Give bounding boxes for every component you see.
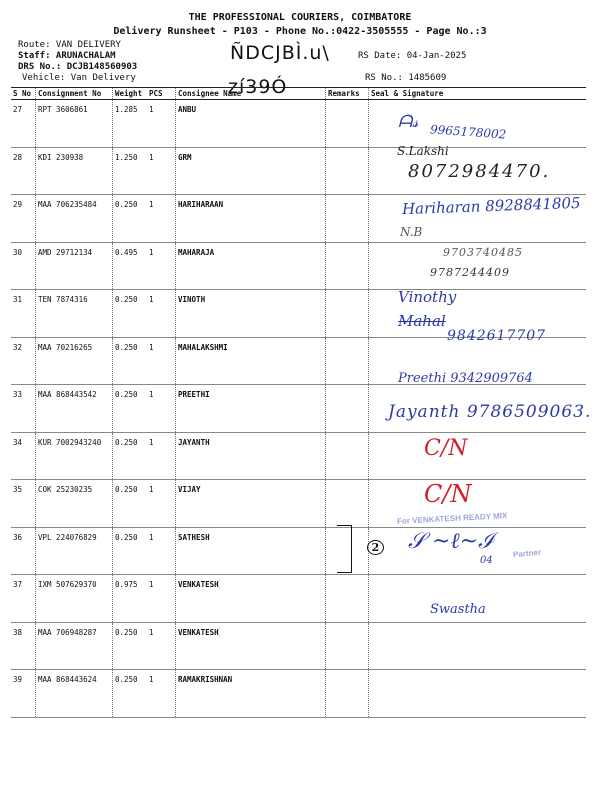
cell-consignment-no: TEN 7874316 <box>36 290 113 338</box>
cell-remarks <box>326 622 369 670</box>
cell-sno: 35 <box>11 480 36 528</box>
table-header-row <box>11 88 586 100</box>
col-consignment: Consignment No <box>36 88 113 100</box>
cell-pcs: 1 <box>147 670 176 718</box>
cell-pcs: 1 <box>147 432 176 480</box>
cell-remarks <box>326 100 369 148</box>
cell-sno: 39 <box>11 670 36 718</box>
cell-remarks <box>326 290 369 338</box>
cell-pcs: 1 <box>147 290 176 338</box>
cell-weight: 1.285 <box>113 100 148 148</box>
cell-consignee-name: SATHESH <box>176 527 326 575</box>
cell-consignee-name: VIJAY <box>176 480 326 528</box>
cell-consignee-name: JAYANTH <box>176 432 326 480</box>
cell-consignee-name: PREETHI <box>176 385 326 433</box>
company-stamp-line2: Partner <box>512 547 542 560</box>
signature-r32-scribble: Mahal <box>398 312 446 330</box>
cell-consignment-no: KUR 7002943240 <box>36 432 113 480</box>
signature-r29: Hariharan 8928841805 <box>401 193 581 219</box>
cell-consignee-name: MAHALAKSHMI <box>176 337 326 385</box>
signature-r38-number: 04 <box>480 555 493 566</box>
signature-r30-phone: 9703740485 <box>443 246 523 259</box>
cell-pcs: 1 <box>147 100 176 148</box>
cell-pcs: 1 <box>147 480 176 528</box>
route-label: Route: VAN DELIVERY <box>18 40 121 50</box>
cell-consignment-no: MAA 868443542 <box>36 385 113 433</box>
cell-sno: 31 <box>11 290 36 338</box>
cell-signature <box>369 670 587 718</box>
cell-sno: 33 <box>11 385 36 433</box>
cell-consignment-no: KDI 230938 <box>36 147 113 195</box>
col-consignee: Consignee Name <box>176 88 326 100</box>
cell-consignee-name: HARIHARAAN <box>176 195 326 243</box>
cell-pcs: 1 <box>147 242 176 290</box>
table-row <box>11 670 586 718</box>
table-row <box>11 432 586 480</box>
table-row <box>11 527 586 575</box>
cell-consignment-no: VPL 224076829 <box>36 527 113 575</box>
cell-consignee-name: MAHARAJA <box>176 242 326 290</box>
signature-r32-phone: 9842617707 <box>447 328 547 344</box>
signature-r35-cn: C/N <box>424 436 468 461</box>
cell-signature <box>369 622 587 670</box>
table-row <box>11 575 586 623</box>
cell-weight: 0.250 <box>113 670 148 718</box>
cell-weight: 0.250 <box>113 385 148 433</box>
cell-sno: 34 <box>11 432 36 480</box>
cell-pcs: 1 <box>147 337 176 385</box>
rs-number: RS No.: 1485609 <box>365 73 447 83</box>
cell-sno: 30 <box>11 242 36 290</box>
signature-r33: Preethi 9342909764 <box>398 371 533 386</box>
signature-r30-initials: N.B <box>400 225 423 239</box>
cell-weight: 0.250 <box>113 622 148 670</box>
cell-sno: 38 <box>11 622 36 670</box>
cell-remarks <box>326 670 369 718</box>
cell-remarks <box>326 337 369 385</box>
drs-number: DRS No.: DCJB148560903 <box>18 62 138 72</box>
col-remarks: Remarks <box>326 88 369 100</box>
signature-r38-scribble: 𝒮 ~ℓ~ℐ <box>408 529 494 554</box>
cell-weight: 0.250 <box>113 432 148 480</box>
cell-weight: 0.495 <box>113 242 148 290</box>
signature-r27: 9965178002 <box>429 122 507 142</box>
barcode-text-line1: ÑDCJBÌ.u\ <box>230 42 330 64</box>
cell-consignee-name: VINOTH <box>176 290 326 338</box>
col-sno: S No <box>11 88 36 100</box>
cell-remarks <box>326 480 369 528</box>
cell-weight: 0.250 <box>113 290 148 338</box>
cell-pcs: 1 <box>147 385 176 433</box>
cell-sno: 29 <box>11 195 36 243</box>
cell-consignment-no: AMD 29712134 <box>36 242 113 290</box>
rs-date: RS Date: 04-Jan-2025 <box>358 51 467 61</box>
signature-r31-phone: 9787244409 <box>430 266 510 279</box>
cell-remarks <box>326 575 369 623</box>
cell-weight: 0.250 <box>113 527 148 575</box>
barcode-text-line2: zí39Ó <box>228 76 288 98</box>
cell-consignment-no: COK 25230235 <box>36 480 113 528</box>
cell-consignment-no: IXM 507629370 <box>36 575 113 623</box>
signature-r36-cn: C/N <box>424 480 472 508</box>
cell-consignment-no: MAA 70216265 <box>36 337 113 385</box>
circled-count-mark: 2 <box>367 540 384 555</box>
cell-pcs: 1 <box>147 195 176 243</box>
signature-r28-name: S.Lakshi <box>397 144 449 158</box>
cell-consignee-name: ANBU <box>176 100 326 148</box>
cell-sno: 27 <box>11 100 36 148</box>
cell-pcs: 1 <box>147 622 176 670</box>
cell-remarks <box>326 385 369 433</box>
cell-consignment-no: MAA 706948287 <box>36 622 113 670</box>
cell-remarks <box>326 195 369 243</box>
cell-consignee-name: GRM <box>176 147 326 195</box>
cell-consignment-no: RPT 3606861 <box>36 100 113 148</box>
cell-consignee-name: RAMAKRISHNAN <box>176 670 326 718</box>
col-pcs: PCS <box>147 88 176 100</box>
runsheet-subtitle: Delivery Runsheet - P103 - Phone No.:0422-3505555 - Page No.:3 <box>113 26 487 37</box>
cell-sno: 32 <box>11 337 36 385</box>
cell-pcs: 1 <box>147 527 176 575</box>
cell-consignee-name: VENKATESH <box>176 575 326 623</box>
signature-r27-scribble: ᗩ𝓈 <box>398 112 419 132</box>
staff-label: Staff: ARUNACHALAM <box>18 51 116 61</box>
signature-r34: Jayanth 9786509063. <box>388 402 592 422</box>
cell-sno: 36 <box>11 527 36 575</box>
cell-remarks <box>326 242 369 290</box>
cell-sno: 28 <box>11 147 36 195</box>
cell-weight: 0.975 <box>113 575 148 623</box>
cell-consignment-no: MAA 868443624 <box>36 670 113 718</box>
signature-r31-name: Vinothy <box>398 288 457 306</box>
cell-pcs: 1 <box>147 147 176 195</box>
signature-r28-phone: 8072984470. <box>408 161 551 182</box>
cell-remarks <box>326 147 369 195</box>
col-signature: Seal & Signature <box>369 88 587 100</box>
cell-weight: 0.250 <box>113 337 148 385</box>
company-stamp-line1: For VENKATESH READY MIX <box>396 511 508 526</box>
cell-weight: 0.250 <box>113 195 148 243</box>
cell-consignee-name: VENKATESH <box>176 622 326 670</box>
company-title: THE PROFESSIONAL COURIERS, COIMBATORE <box>188 12 412 23</box>
cell-signature <box>369 432 587 480</box>
col-weight: Weight <box>113 88 148 100</box>
signature-r39: Swastha <box>430 602 486 617</box>
cell-pcs: 1 <box>147 575 176 623</box>
vehicle-label: Vehicle: Van Delivery <box>22 73 136 83</box>
bracket-mark <box>337 525 352 573</box>
cell-remarks <box>326 432 369 480</box>
cell-consignment-no: MAA 706235484 <box>36 195 113 243</box>
table-row <box>11 622 586 670</box>
cell-weight: 1.250 <box>113 147 148 195</box>
cell-weight: 0.250 <box>113 480 148 528</box>
cell-sno: 37 <box>11 575 36 623</box>
